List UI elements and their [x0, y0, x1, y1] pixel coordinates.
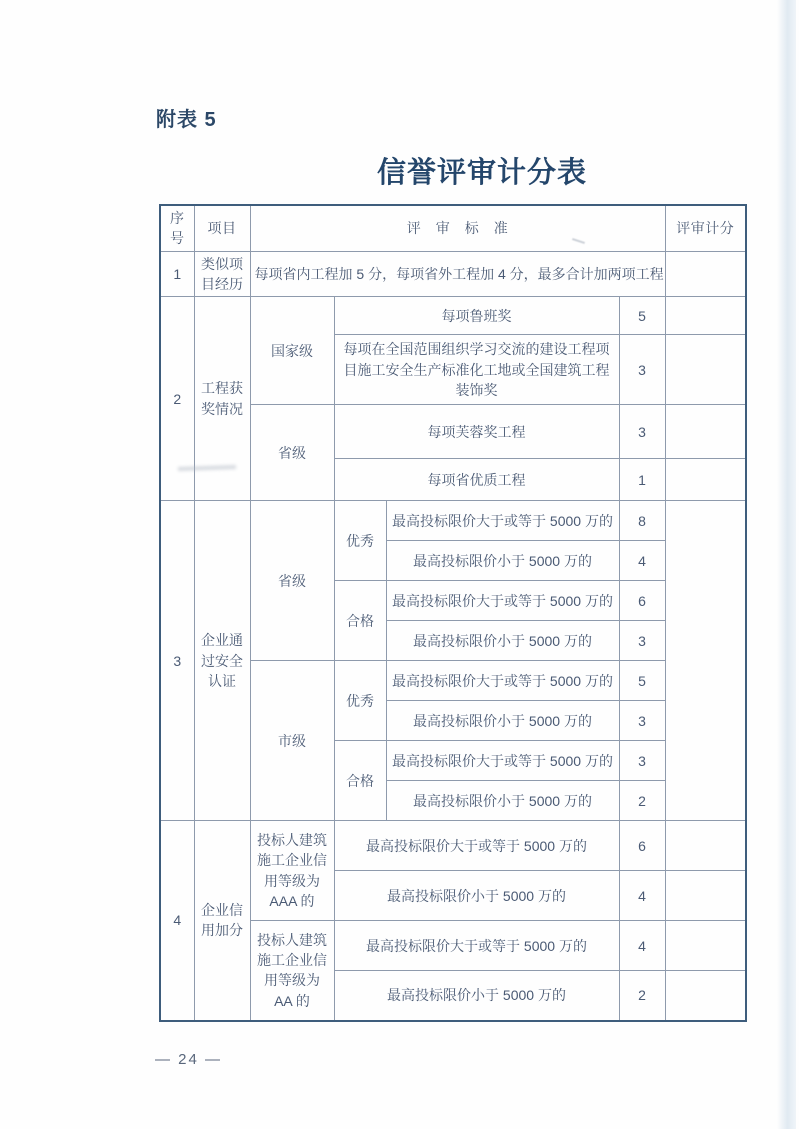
- page-number: — 24 —: [155, 1051, 223, 1068]
- row3-grade-excellent: 优秀: [334, 501, 386, 581]
- row4-score: 6: [619, 821, 665, 871]
- row2-score-quality: 1: [619, 459, 665, 501]
- row3-score: 3: [619, 621, 665, 661]
- row3-criteria-ge: 最高投标限价大于或等于 5000 万的: [386, 581, 619, 621]
- table-header-row: [160, 205, 746, 251]
- row3-score: 4: [619, 541, 665, 581]
- row4-item: 企业信用加分: [194, 821, 250, 1021]
- row2-criteria-furong: 每项芙蓉奖工程: [334, 405, 619, 459]
- header-criteria: 评 审 标 准: [250, 205, 665, 251]
- header-score: 评审计分: [665, 205, 746, 251]
- header-no: 序号: [160, 205, 194, 251]
- row3-score: 3: [619, 701, 665, 741]
- row3-score: 2: [619, 781, 665, 821]
- row2-criteria-quality: 每项省优质工程: [334, 459, 619, 501]
- page-title: 信誉评审计分表: [377, 157, 588, 189]
- table-row: [160, 297, 746, 335]
- row3-score-entry-cell: [665, 501, 746, 821]
- row2-criteria-decoration: 每项在全国范围组织学习交流的建设工程项目施工安全生产标准化工地或全国建筑工程装饰奖: [334, 335, 619, 405]
- row3-criteria-lt: 最高投标限价小于 5000 万的: [386, 541, 619, 581]
- row3-score: 6: [619, 581, 665, 621]
- row3-item: 企业通过安全认证: [194, 501, 250, 821]
- row3-grade-qualified: 合格: [334, 741, 386, 821]
- table-row: [160, 501, 746, 541]
- row3-level-provincial: 省级: [250, 501, 334, 661]
- row1-criteria: 每项省内工程加 5 分，每项省外工程加 4 分，最多合计加两项工程: [250, 251, 665, 297]
- row3-criteria-lt: 最高投标限价小于 5000 万的: [386, 621, 619, 661]
- row4-criteria-lt: 最高投标限价小于 5000 万的: [334, 871, 619, 921]
- row2-level-provincial: 省级: [250, 405, 334, 501]
- row3-level-municipal: 市级: [250, 661, 334, 821]
- row2-score-luban: 5: [619, 297, 665, 335]
- row1-no: 1: [160, 251, 194, 297]
- row4-criteria-ge: 最高投标限价大于或等于 5000 万的: [334, 821, 619, 871]
- row2-score-entry-cell: [665, 459, 746, 501]
- row3-grade-excellent: 优秀: [334, 661, 386, 741]
- row2-no: 2: [160, 297, 194, 501]
- row2-level-national: 国家级: [250, 297, 334, 405]
- row4-criteria-lt: 最高投标限价小于 5000 万的: [334, 971, 619, 1021]
- row1-score-entry-cell: [665, 251, 746, 297]
- row4-no: 4: [160, 821, 194, 1021]
- row4-score-entry-cell: [665, 871, 746, 921]
- row4-desc-aa: 投标人建筑施工企业信用等级为 AA 的: [250, 921, 334, 1021]
- row2-score-entry-cell: [665, 335, 746, 405]
- row4-desc-aaa: 投标人建筑施工企业信用等级为 AAA 的: [250, 821, 334, 921]
- table-row: [160, 821, 746, 871]
- row2-item: 工程获奖情况: [194, 297, 250, 501]
- row2-score-entry-cell: [665, 297, 746, 335]
- row3-score: 5: [619, 661, 665, 701]
- row4-score-entry-cell: [665, 821, 746, 871]
- table-row: [160, 251, 746, 297]
- row1-item: 类似项目经历: [194, 251, 250, 297]
- row3-grade-qualified: 合格: [334, 581, 386, 661]
- row3-criteria-ge: 最高投标限价大于或等于 5000 万的: [386, 501, 619, 541]
- row2-score-decoration: 3: [619, 335, 665, 405]
- row3-score: 3: [619, 741, 665, 781]
- scoring-table: [159, 204, 747, 1022]
- scan-edge-shadow: [777, 0, 796, 1129]
- row4-score: 2: [619, 971, 665, 1021]
- row4-score: 4: [619, 871, 665, 921]
- appendix-label: 附表 5: [156, 109, 217, 131]
- row4-score: 4: [619, 921, 665, 971]
- row2-score-entry-cell: [665, 405, 746, 459]
- row3-criteria-lt: 最高投标限价小于 5000 万的: [386, 701, 619, 741]
- row4-score-entry-cell: [665, 971, 746, 1021]
- row3-score: 8: [619, 501, 665, 541]
- row3-criteria-lt: 最高投标限价小于 5000 万的: [386, 781, 619, 821]
- header-item: 项目: [194, 205, 250, 251]
- row3-criteria-ge: 最高投标限价大于或等于 5000 万的: [386, 661, 619, 701]
- row3-no: 3: [160, 501, 194, 821]
- row2-score-furong: 3: [619, 405, 665, 459]
- scoring-table-container: [159, 204, 747, 1022]
- row3-criteria-ge: 最高投标限价大于或等于 5000 万的: [386, 741, 619, 781]
- row2-criteria-luban: 每项鲁班奖: [334, 297, 619, 335]
- row4-score-entry-cell: [665, 921, 746, 971]
- row4-criteria-ge: 最高投标限价大于或等于 5000 万的: [334, 921, 619, 971]
